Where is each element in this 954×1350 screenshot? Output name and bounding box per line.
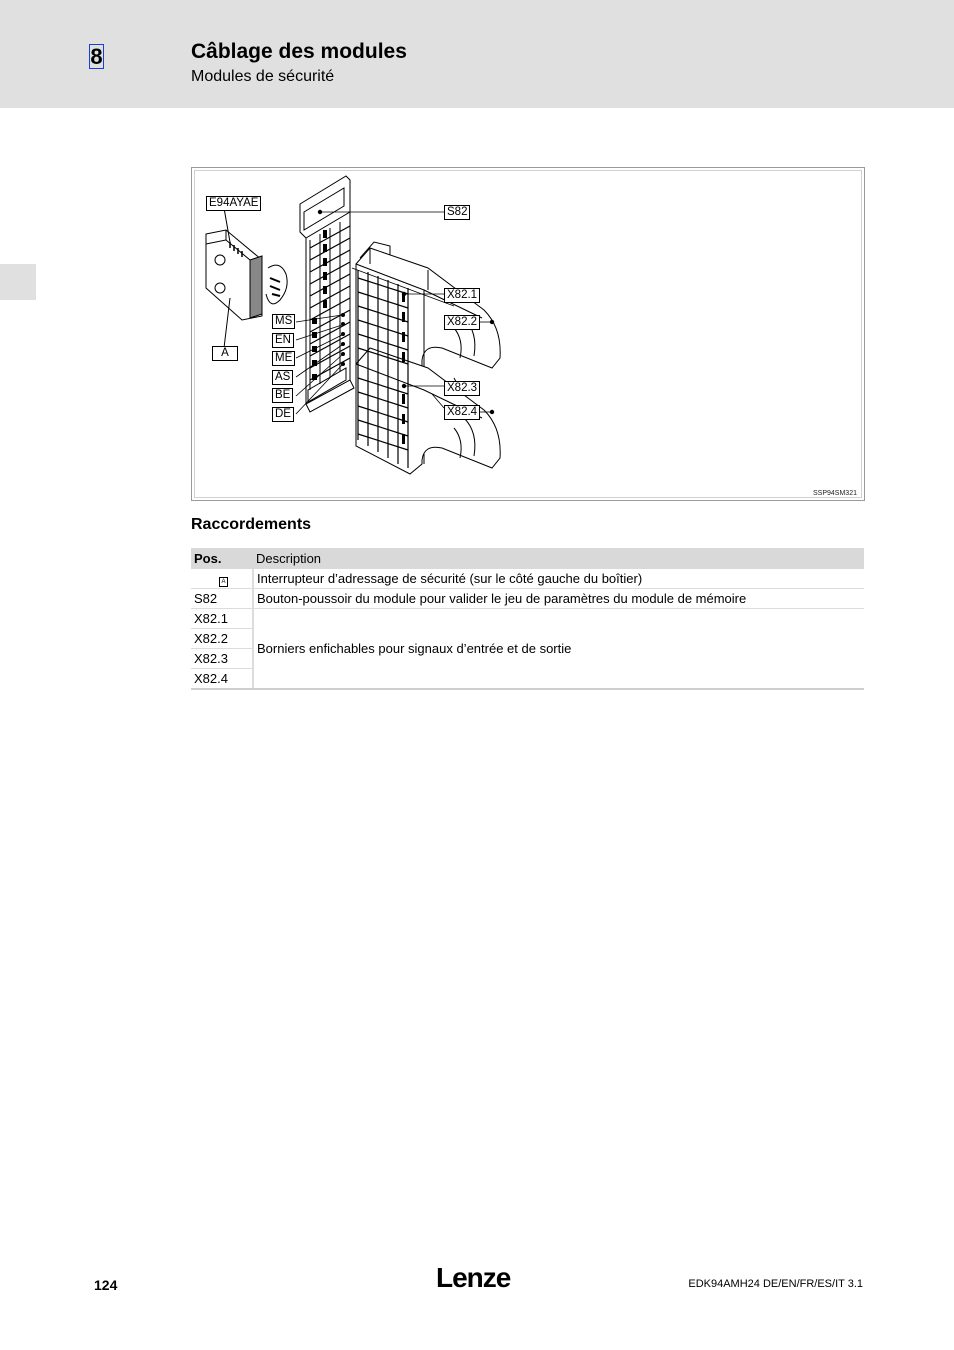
table-row: [191, 569, 864, 589]
page-number: 124: [94, 1277, 118, 1293]
label-ms: MS: [272, 314, 295, 329]
chapter-side-tab: [0, 264, 36, 300]
description-cell: Borniers enfichables pour signaux d’entrée et de sortie: [253, 609, 864, 690]
label-x82-4: X82.4: [444, 405, 480, 420]
label-me: ME: [272, 351, 295, 366]
page-subtitle: Modules de sécurité: [191, 68, 335, 85]
label-s82: S82: [444, 205, 470, 220]
header-pos: Pos.: [191, 548, 253, 569]
pos-cell: X82.2: [191, 629, 253, 649]
lenze-logo: Lenze: [436, 1262, 511, 1293]
header-description: Description: [253, 548, 864, 569]
section-title: Raccordements: [191, 516, 312, 533]
pos-cell: X82.3: [191, 649, 253, 669]
table-row: [191, 609, 864, 629]
label-as: AS: [272, 370, 293, 385]
label-e94ayae: E94AYAE: [206, 196, 261, 211]
figure-code: SSP94SM321: [813, 490, 857, 497]
table-header-row: [191, 548, 864, 569]
module-figure: [191, 167, 865, 501]
label-be: BE: [272, 388, 293, 403]
pos-cell: [191, 569, 253, 589]
connections-table: [191, 548, 864, 690]
description-cell: Interrupteur d’adressage de sécurité (sur le côté gauche du boîtier): [253, 569, 864, 589]
pos-cell: X82.4: [191, 669, 253, 690]
pos-a-icon: A: [219, 577, 228, 587]
pos-cell: X82.1: [191, 609, 253, 629]
chapter-number: 8: [90, 44, 103, 69]
plug-terminals-drawing: [356, 242, 500, 474]
document-id: EDK94AMH24 DE/EN/FR/ES/IT 3.1: [688, 1278, 863, 1290]
description-cell: Bouton-poussoir du module pour valider le jeu de paramètres du module de mémoire: [253, 589, 864, 609]
table-row: [191, 589, 864, 609]
page-title: Câblage des modules: [191, 40, 407, 63]
pos-cell: S82: [191, 589, 253, 609]
label-de: DE: [272, 407, 294, 422]
label-x82-2: X82.2: [444, 315, 480, 330]
label-a: A: [212, 346, 238, 361]
terminal-strip-drawing: [300, 176, 354, 412]
label-en: EN: [272, 333, 294, 348]
label-x82-3: X82.3: [444, 381, 480, 396]
label-x82-1: X82.1: [444, 288, 480, 303]
page-header: [0, 0, 954, 108]
